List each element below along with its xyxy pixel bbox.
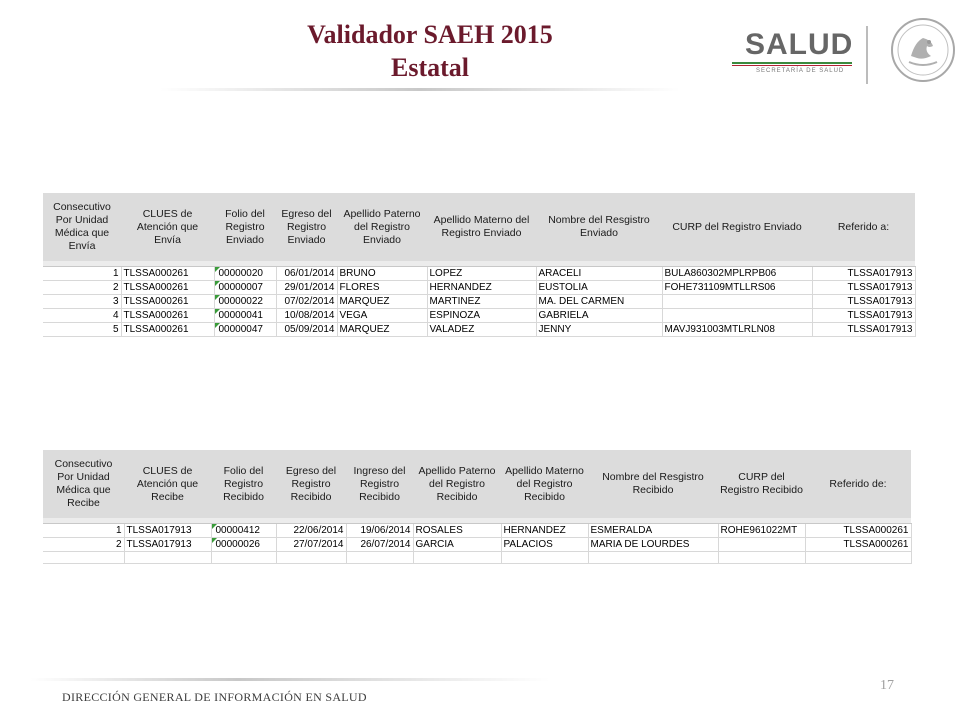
received-referrals-table — [43, 450, 912, 564]
table-row — [43, 295, 915, 309]
col-header: Folio del Registro Recibido — [211, 450, 276, 518]
table-cell[interactable]: 1 — [43, 524, 124, 538]
table-cell[interactable]: EUSTOLIA — [536, 281, 662, 295]
table-cell[interactable]: VEGA — [337, 309, 427, 323]
col-header: Ingreso del Registro Recibido — [346, 450, 413, 518]
table-cell[interactable]: TLSSA000261 — [121, 281, 214, 295]
col-header: CURP del Registro Recibido — [718, 450, 805, 518]
table-cell[interactable]: JENNY — [536, 323, 662, 337]
table-cell[interactable] — [718, 552, 805, 564]
footer-divider — [30, 678, 550, 681]
table-cell[interactable]: TLSSA017913 — [812, 309, 915, 323]
table-cell[interactable]: 2 — [43, 281, 121, 295]
table-cell[interactable]: 5 — [43, 323, 121, 337]
table-cell[interactable]: BRUNO — [337, 267, 427, 281]
col-header: Nombre del Resgistro Recibido — [588, 450, 718, 518]
footer-organization: DIRECCIÓN GENERAL DE INFORMACIÓN EN SALUD — [62, 690, 367, 704]
table-cell[interactable]: ESPINOZA — [427, 309, 536, 323]
table-cell[interactable]: TLSSA017913 — [812, 281, 915, 295]
table-cell[interactable]: ROHE961022MT — [718, 524, 805, 538]
table-cell[interactable]: TLSSA000261 — [121, 323, 214, 337]
table-cell[interactable]: TLSSA017913 — [812, 295, 915, 309]
table-cell[interactable] — [662, 295, 812, 309]
table-row — [43, 323, 915, 337]
table-cell[interactable]: 00000026 — [211, 538, 276, 552]
table-cell[interactable]: MA. DEL CARMEN — [536, 295, 662, 309]
table-cell[interactable] — [276, 552, 346, 564]
logo-divider — [866, 26, 868, 84]
table-cell[interactable]: 26/07/2014 — [346, 538, 413, 552]
table-cell[interactable] — [346, 552, 413, 564]
table-cell[interactable]: 00000020 — [214, 267, 276, 281]
table-cell[interactable]: MARQUEZ — [337, 323, 427, 337]
table-cell[interactable]: 00000412 — [211, 524, 276, 538]
table-cell[interactable]: ROSALES — [413, 524, 501, 538]
col-header: Consecutivo Por Unidad Médica que Recibe — [43, 450, 124, 518]
table-cell[interactable]: 07/02/2014 — [276, 295, 337, 309]
table-cell[interactable]: MARQUEZ — [337, 295, 427, 309]
table-cell[interactable]: TLSSA017913 — [124, 538, 211, 552]
table-cell[interactable]: TLSSA000261 — [121, 267, 214, 281]
slide-title — [240, 18, 620, 84]
col-header: Referido de: — [805, 450, 911, 518]
table-cell[interactable] — [211, 552, 276, 564]
table-cell[interactable]: TLSSA017913 — [124, 524, 211, 538]
table-cell[interactable] — [124, 552, 211, 564]
table-cell[interactable] — [501, 552, 588, 564]
table-row-empty — [43, 552, 911, 564]
table-cell[interactable]: ARACELI — [536, 267, 662, 281]
table-cell[interactable]: 00000007 — [214, 281, 276, 295]
table-cell[interactable]: TLSSA017913 — [812, 267, 915, 281]
table-cell[interactable]: 00000022 — [214, 295, 276, 309]
title-line-2: Estatal — [391, 53, 469, 82]
logo-wordmark: SALUD — [745, 28, 854, 61]
table-cell[interactable] — [588, 552, 718, 564]
table-cell[interactable]: 29/01/2014 — [276, 281, 337, 295]
table-row — [43, 538, 911, 552]
table-cell[interactable]: HERNANDEZ — [427, 281, 536, 295]
table-cell[interactable]: FLORES — [337, 281, 427, 295]
col-header: Apellido Paterno del Registro Enviado — [337, 193, 427, 261]
logo-rule-green — [732, 62, 852, 64]
table-cell[interactable]: HERNANDEZ — [501, 524, 588, 538]
col-header: Folio del Registro Enviado — [214, 193, 276, 261]
table-row — [43, 281, 915, 295]
col-header: Apellido Materno del Registro Enviado — [427, 193, 536, 261]
col-header: Egreso del Registro Enviado — [276, 193, 337, 261]
table-cell[interactable]: 00000047 — [214, 323, 276, 337]
col-header: Apellido Materno del Registro Recibido — [501, 450, 588, 518]
table-cell[interactable]: MARTINEZ — [427, 295, 536, 309]
table-cell[interactable]: TLSSA000261 — [805, 538, 911, 552]
table-cell[interactable]: 27/07/2014 — [276, 538, 346, 552]
table-cell[interactable]: ESMERALDA — [588, 524, 718, 538]
logo-rule-red — [732, 65, 852, 66]
table-cell[interactable]: 19/06/2014 — [346, 524, 413, 538]
table-cell[interactable]: 3 — [43, 295, 121, 309]
table-cell[interactable]: PALACIOS — [501, 538, 588, 552]
table-cell[interactable]: 1 — [43, 267, 121, 281]
table-cell[interactable]: 06/01/2014 — [276, 267, 337, 281]
table-cell[interactable] — [662, 309, 812, 323]
table-cell[interactable]: BULA860302MPLRPB06 — [662, 267, 812, 281]
title-line-1: Validador SAEH 2015 — [307, 20, 553, 49]
table-row — [43, 524, 911, 538]
table-cell[interactable] — [413, 552, 501, 564]
table-cell[interactable]: 05/09/2014 — [276, 323, 337, 337]
col-header: Egreso del Registro Recibido — [276, 450, 346, 518]
page-number: 17 — [880, 678, 894, 693]
col-header: CLUES de Atención que Envía — [121, 193, 214, 261]
table-cell[interactable]: TLSSA017913 — [812, 323, 915, 337]
table-cell[interactable] — [718, 538, 805, 552]
table-cell[interactable]: MAVJ931003MTLRLN08 — [662, 323, 812, 337]
table-cell[interactable]: MARIA DE LOURDES — [588, 538, 718, 552]
col-header: CLUES de Atención que Recibe — [124, 450, 211, 518]
table-cell[interactable]: VALADEZ — [427, 323, 536, 337]
col-header: CURP del Registro Enviado — [662, 193, 812, 261]
table-cell[interactable]: 2 — [43, 538, 124, 552]
table-cell[interactable]: LOPEZ — [427, 267, 536, 281]
table-cell[interactable]: 4 — [43, 309, 121, 323]
table-row — [43, 267, 915, 281]
sent-referrals-table — [43, 193, 916, 337]
table-cell[interactable]: TLSSA000261 — [121, 295, 214, 309]
col-header: Referido a: — [812, 193, 915, 261]
col-header: Nombre del Resgistro Enviado — [536, 193, 662, 261]
table-cell[interactable]: 00000041 — [214, 309, 276, 323]
table-row — [43, 309, 915, 323]
table-cell[interactable]: 22/06/2014 — [276, 524, 346, 538]
coat-of-arms-seal-icon — [889, 16, 957, 84]
table-cell[interactable]: 10/08/2014 — [276, 309, 337, 323]
col-header: Apellido Paterno del Registro Recibido — [413, 450, 501, 518]
table-cell[interactable]: FOHE731109MTLLRS06 — [662, 281, 812, 295]
logo-subtitle: SECRETARÍA DE SALUD — [756, 68, 845, 74]
table-cell[interactable]: TLSSA000261 — [805, 524, 911, 538]
title-divider — [160, 88, 680, 91]
table-cell[interactable]: TLSSA000261 — [121, 309, 214, 323]
table-cell[interactable]: GABRIELA — [536, 309, 662, 323]
col-header: Consecutivo Por Unidad Médica que Envía — [43, 193, 121, 261]
table-cell[interactable] — [43, 552, 124, 564]
salud-logo — [730, 26, 960, 98]
table-cell[interactable] — [805, 552, 911, 564]
table-cell[interactable]: GARCIA — [413, 538, 501, 552]
